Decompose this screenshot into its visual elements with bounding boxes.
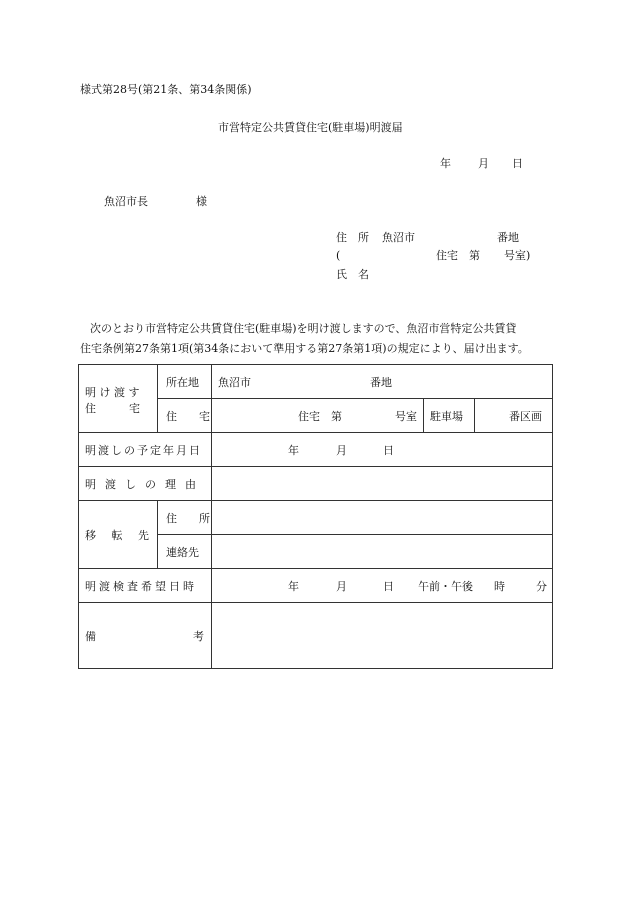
remarks-label-1: 備: [85, 630, 96, 643]
body-text-line1: 次のとおり市営特定公共賃貸住宅(駐車場)を明け渡しますので、魚沼市営特定公共賃貸: [90, 322, 517, 335]
dest-contact-label: 連絡先: [166, 546, 199, 559]
insp-day: 日: [383, 580, 394, 593]
reason-label: 明渡しの理由: [85, 478, 205, 491]
planned-date-label-cell: [79, 433, 212, 467]
returning-housing-label-line1: 明 け 渡 す: [85, 386, 140, 399]
body-text-line2: 住宅条例第27条第1項(第34条において準用する第27条第1項)の規定により、届け出ます。: [80, 342, 529, 355]
applicant-city: 魚沼市: [382, 231, 415, 244]
reason-value-cell[interactable]: [212, 467, 553, 501]
destination-label-cell: [79, 501, 158, 569]
applicant-goshitsu: 号室): [504, 249, 531, 262]
dest-contact-label-cell: [158, 535, 212, 569]
planned-month: 月: [336, 444, 347, 457]
applicant-paren-open: (: [336, 249, 341, 262]
parking-label-cell: [424, 399, 475, 433]
date-month-label: 月: [478, 157, 489, 170]
document-title: 市営特定公共賃貸住宅(駐車場)明渡届: [218, 121, 403, 134]
location-value-cell[interactable]: [212, 365, 553, 399]
remarks-label-cell: [79, 603, 212, 669]
dest-address-label-cell: [158, 501, 212, 535]
location-city: 魚沼市: [218, 376, 251, 389]
inspection-value-cell[interactable]: [212, 569, 553, 603]
inspection-label: 明渡検査希望日時: [85, 580, 197, 593]
applicant-jutaku: 住宅 第: [436, 249, 480, 262]
parking-kukaku: 番区画: [509, 410, 542, 423]
form-table: [78, 364, 553, 669]
jutaku-goshitsu: 号室: [395, 410, 417, 423]
returning-housing-label-line2: 住 宅: [85, 402, 140, 415]
location-label: 所在地: [166, 376, 199, 389]
destination-label: 移 転 先: [85, 529, 155, 542]
insp-year: 年: [288, 580, 299, 593]
parking-label: 駐車場: [430, 410, 463, 423]
jutaku-label-cell: [158, 399, 212, 433]
dest-address-value-cell[interactable]: [212, 501, 553, 535]
insp-month: 月: [336, 580, 347, 593]
reason-label-cell: [79, 467, 212, 501]
applicant-address-label: 住 所: [336, 231, 369, 244]
parking-value-cell[interactable]: [475, 399, 553, 433]
jutaku-value-cell[interactable]: [212, 399, 424, 433]
planned-date-value-cell[interactable]: [212, 433, 553, 467]
date-day-label: 日: [512, 157, 523, 170]
remarks-value-cell[interactable]: [212, 603, 553, 669]
insp-minute: 分: [536, 580, 547, 593]
returning-housing-label-cell: [79, 365, 158, 433]
inspection-label-cell: [79, 569, 212, 603]
jutaku-dai: 住宅 第: [298, 410, 342, 423]
date-year-label: 年: [440, 157, 451, 170]
dest-contact-value-cell[interactable]: [212, 535, 553, 569]
jutaku-label: 住 宅: [166, 410, 210, 423]
planned-year: 年: [288, 444, 299, 457]
addressee-name: 魚沼市長: [104, 195, 148, 208]
insp-hour: 時: [494, 580, 505, 593]
planned-date-label: 明渡しの予定年月日: [85, 444, 202, 457]
applicant-banchi: 番地: [497, 231, 519, 244]
form-number: 様式第28号(第21条、第34条関係): [80, 83, 252, 96]
planned-day: 日: [383, 444, 394, 457]
remarks-label-2: 考: [193, 630, 204, 643]
addressee-honorific: 様: [196, 195, 207, 208]
dest-address-label: 住 所: [166, 512, 210, 525]
location-label-cell: [158, 365, 212, 399]
applicant-name-label: 氏 名: [336, 268, 369, 281]
insp-ampm: 午前・午後: [418, 580, 473, 593]
location-banchi: 番地: [370, 376, 392, 389]
